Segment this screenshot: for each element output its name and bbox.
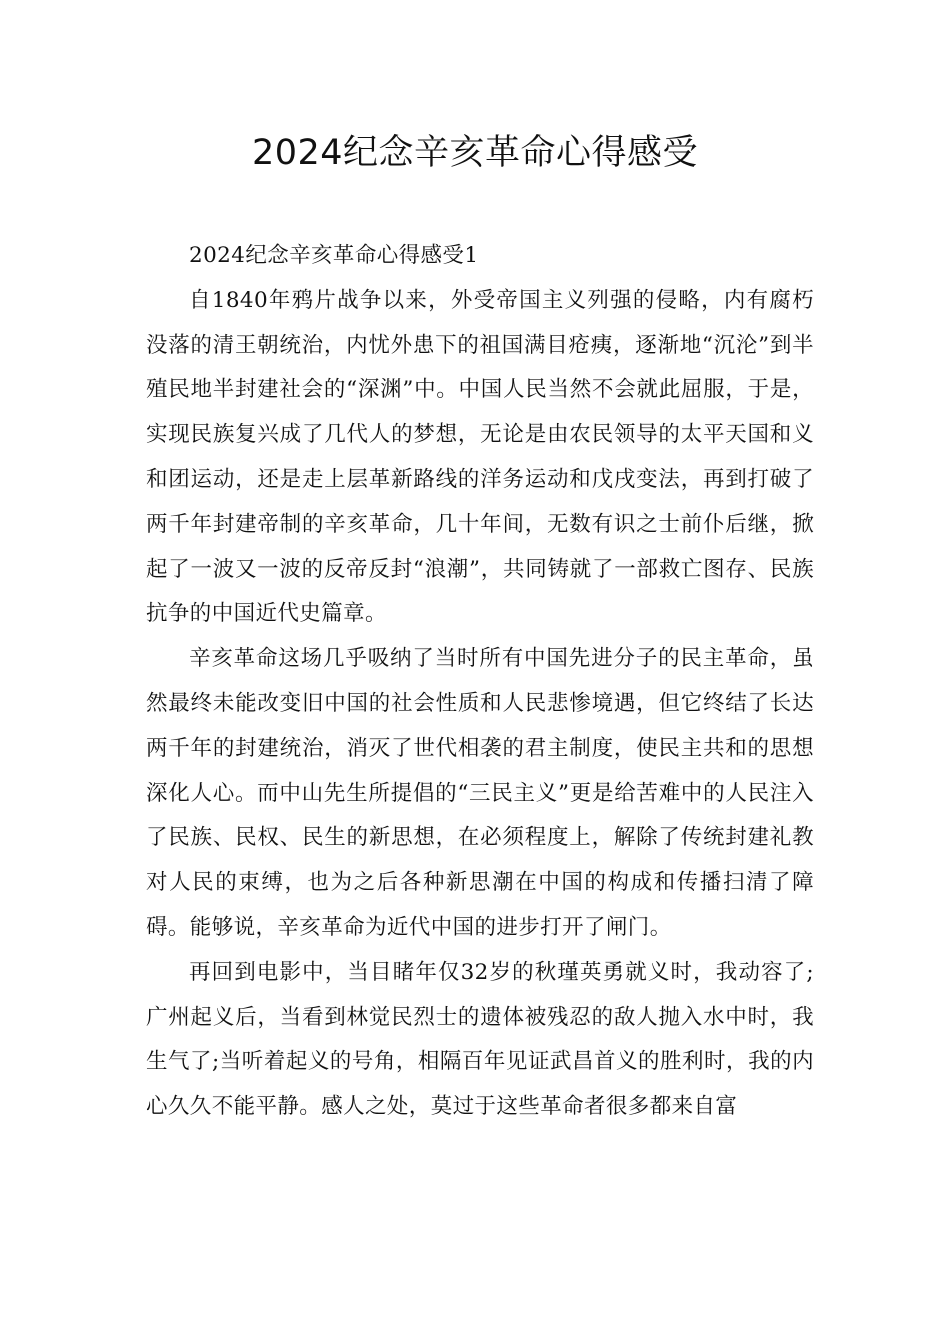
paragraph-3: 再回到电影中，当目睹年仅32岁的秋瑾英勇就义时，我动容了;广州起义后，当看到林觉民烈士的遗体被残忍的敌人抛入水中时，我生气了;当听着起义的号角，相隔百年见证武昌首义的胜利时，我的内心久久不能平静。感人之处，莫过于这些革命者很多都来自富 (146, 959, 814, 1120)
document-body (146, 234, 814, 1130)
paragraph-2: 辛亥革命这场几乎吸纳了当时所有中国先进分子的民主革命，虽然最终未能改变旧中国的社会性质和人民悲惨境遇，但它终结了长达两千年的封建统治，消灭了世代相袭的君主制度，使民主共和的思想深化人心。而中山先生所提倡的“三民主义”更是给苦难中的人民注入了民族、民权、民生的新思想，在必须程度上，解除了传统封建礼教对人民的束缚，也为之后各种新思潮在中国的构成和传播扫清了障碍。能够说，辛亥革命为近代中国的进步打开了闸门。 (146, 646, 814, 940)
subheading: 2024纪念辛亥革命心得感受1 (189, 243, 479, 268)
paragraph-1: 自1840年鸦片战争以来，外受帝国主义列强的侵略，内有腐朽没落的清王朝统治，内忧外患下的祖国满目疮痍，逐渐地“沉沦”到半殖民地半封建社会的“深渊”中。中国人民当然不会就此屈服，于是，实现民族复兴成了几代人的梦想，无论是由农民领导的太平天国和义和团运动，还是走上层革新路线的洋务运动和戊戌变法，再到打破了两千年封建帝制的辛亥革命，几十年间，无数有识之士前仆后继，掀起了一波又一波的反帝反封“浪潮”，共同铸就了一部救亡图存、民族抗争的中国近代史篇章。 (146, 287, 814, 627)
document-title: 2024纪念辛亥革命心得感受 (251, 133, 699, 173)
